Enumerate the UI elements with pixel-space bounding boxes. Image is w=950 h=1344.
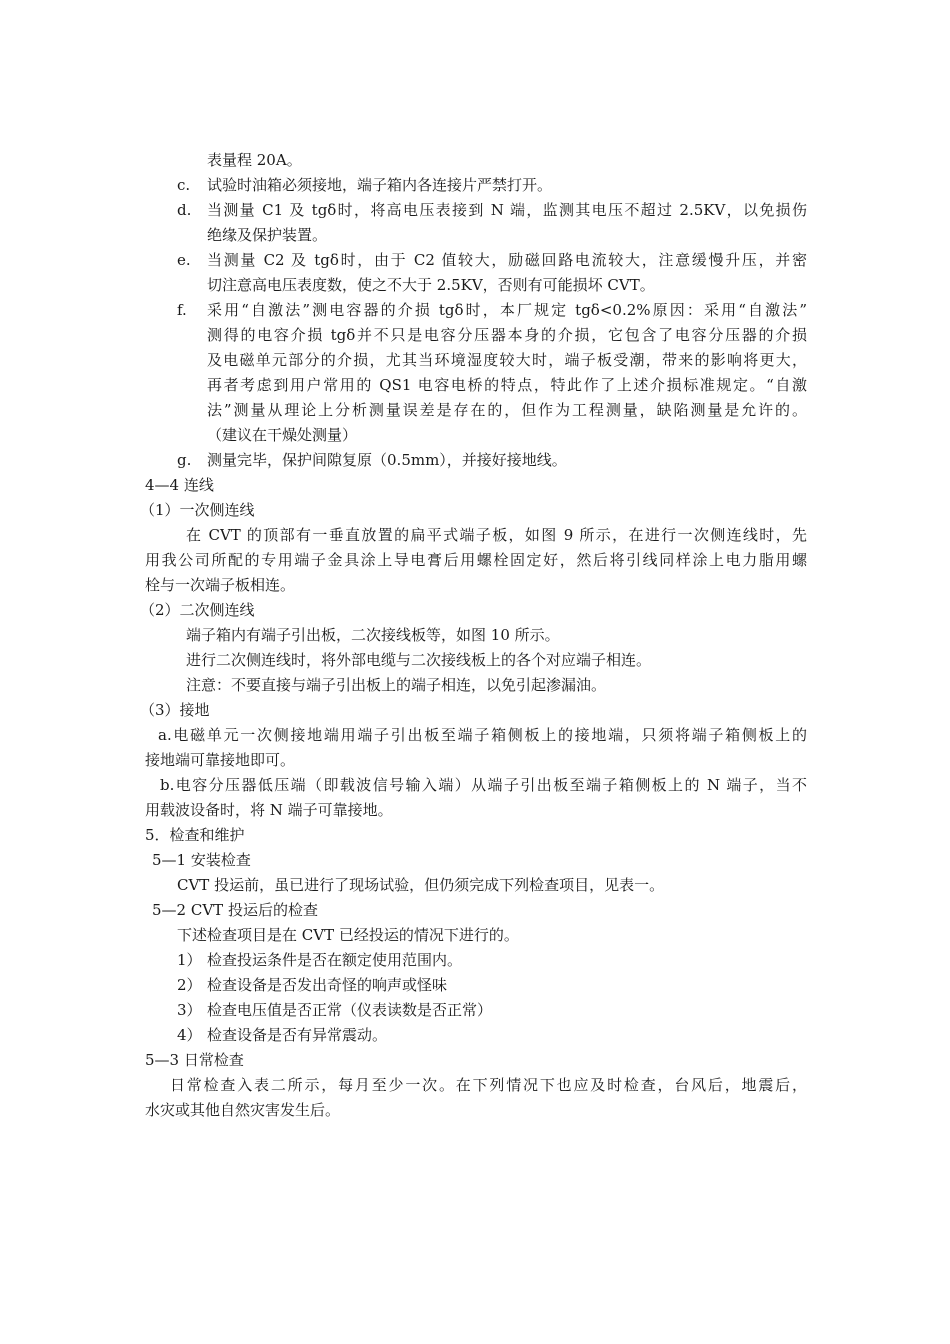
item-f-line-6: （建议在干燥处测量） [207,426,358,444]
item-e-marker: e. [177,251,191,269]
primary-connection-line-3: 栓与一次端子板相连。 [145,576,296,594]
section-5-1-text: CVT 投运前，虽已进行了现场试验，但仍须完成下列检查项目，见表一。 [177,876,665,894]
grounding-b-line-2: 用载波设备时，将 N 端子可靠接地。 [145,801,393,819]
check-item-1-text: 检查投运条件是否在额定使用范围内。 [207,951,463,969]
item-c-marker: c. [177,176,191,194]
item-c-line-1: 试验时油箱必须接地，端子箱内各连接片严禁打开。 [207,176,553,194]
primary-connection-heading: （1）一次侧连线 [140,501,255,519]
secondary-connection-heading: （2）二次侧连线 [140,601,255,619]
grounding-a-line-1: a.电磁单元一次侧接地端用端子引出板至端子箱侧板上的接地端，只须将端子箱侧板上的 [158,726,807,744]
check-item-3-number: 3） [177,1001,202,1019]
item-e-line-2: 切注意高电压表度数，使之不大于 2.5KV，否则有可能损坏 CVT。 [207,276,655,294]
item-f-line-1: 采用“自激法”测电容器的介损 tgδ时，本厂规定 tgδ<0.2%原因：采用“自激法” [207,301,807,319]
secondary-connection-line-2: 进行二次侧连线时，将外部电缆与二次接线板上的各个对应端子相连。 [186,651,652,669]
section-5-2-heading: 5—2 CVT 投运后的检查 [152,901,318,919]
secondary-connection-note: 注意：不要直接与端子引出板上的端子相连，以免引起渗漏油。 [186,676,607,694]
check-item-1-number: 1） [177,951,202,969]
item-d-line-1: 当测量 C1 及 tgδ时，将高电压表接到 N 端，监测其电压不超过 2.5KV，以免损伤 [207,201,807,219]
check-item-3-text: 检查电压值是否正常（仪表读数是否正常） [207,1001,493,1019]
section-5-3-heading: 5—3 日常检查 [145,1051,244,1069]
continuation-line: 表量程 20A。 [207,151,302,169]
grounding-b-line-1: b.电容分压器低压端（即载波信号输入端）从端子引出板至端子箱侧板上的 N 端子，当不 [160,776,807,794]
item-f-line-3: 及电磁单元部分的介损，尤其当环境湿度较大时，端子板受潮，带来的影响将更大， [207,351,807,369]
section-5-2-intro: 下述检查项目是在 CVT 已经投运的情况下进行的。 [177,926,519,944]
check-item-4-text: 检查设备是否有异常震动。 [207,1026,388,1044]
section-5-3-line-1: 日常检查入表二所示，每月至少一次。在下列情况下也应及时检查，台风后，地震后， [170,1076,807,1094]
check-item-2-text: 检查设备是否发出奇怪的响声或怪味 [207,976,448,994]
item-f-line-2: 测得的电容介损 tgδ并不只是电容分压器本身的介损，它包含了电容分压器的介损 [207,326,807,344]
item-g-line-1: 测量完毕，保护间隙复原（0.5mm），并接好接地线。 [207,451,567,469]
primary-connection-line-1: 在 CVT 的顶部有一垂直放置的扁平式端子板，如图 9 所示，在进行一次侧连线时，先 [186,526,807,544]
check-item-4-number: 4） [177,1026,202,1044]
primary-connection-line-2: 用我公司所配的专用端子金具涂上导电膏后用螺栓固定好，然后将引线同样涂上电力脂用螺 [145,551,807,569]
check-item-2-number: 2） [177,976,202,994]
section-5-1-heading: 5—1 安装检查 [152,851,251,869]
item-g-marker: g. [177,451,192,469]
secondary-connection-line-1: 端子箱内有端子引出板，二次接线板等，如图 10 所示。 [186,626,560,644]
item-f-line-4: 再者考虑到用户常用的 QS1 电容电桥的特点，特此作了上述介损标准规定。“自激 [207,376,807,394]
section-5-3-line-2: 水灾或其他自然灾害发生后。 [145,1101,341,1119]
item-f-line-5: 法”测量从理论上分析测量误差是存在的，但作为工程测量，缺陷测量是允许的。 [207,401,807,419]
item-f-marker: f. [177,301,187,319]
item-e-line-1: 当测量 C2 及 tgδ时，由于 C2 值较大，励磁回路电流较大，注意缓慢升压，并密 [207,251,807,269]
item-d-marker: d. [177,201,192,219]
section-5-heading: 5．检查和维护 [145,826,245,844]
item-d-line-2: 绝缘及保护装置。 [207,226,328,244]
grounding-a-line-2: 接地端可靠接地即可。 [145,751,296,769]
grounding-heading: （3）接地 [140,701,210,719]
section-4-4-heading: 4—4 连线 [145,476,214,494]
